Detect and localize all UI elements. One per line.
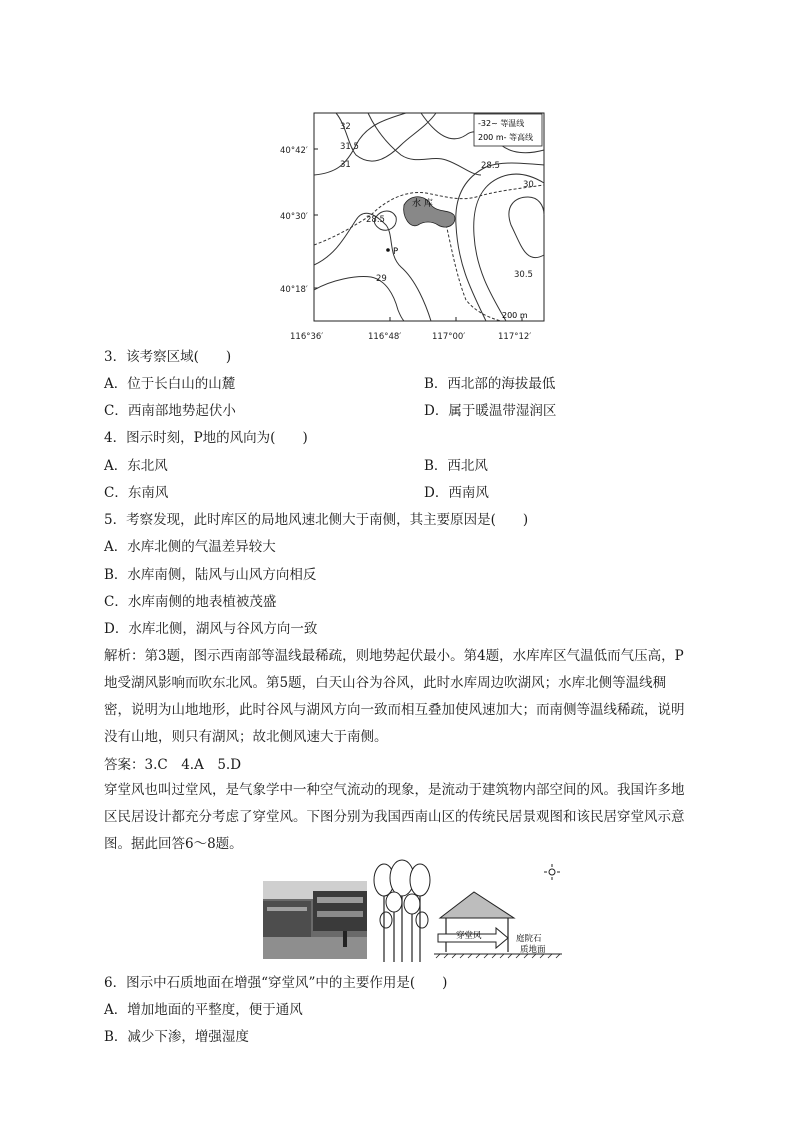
lat-label: 40°42′ bbox=[280, 146, 308, 156]
temp-label: 30 bbox=[523, 180, 534, 190]
question-3-option-a: A．位于长白山的山麓 bbox=[104, 376, 236, 392]
contour-map bbox=[276, 105, 546, 345]
ground-label-2: 质地面 bbox=[520, 945, 546, 955]
ground-label-1: 庭院石 bbox=[516, 934, 542, 944]
lat-label: 40°30′ bbox=[280, 212, 308, 222]
answer-line: 答案：3.C 4.A 5.D bbox=[104, 757, 242, 773]
question-3-option-d: D．属于暖温带湿润区 bbox=[424, 403, 557, 419]
point-p-label: P bbox=[393, 247, 399, 257]
trees-illustration bbox=[372, 858, 434, 962]
question-6-stem: 6．图示中石质地面在增强“穿堂风”中的主要作用是( ) bbox=[104, 975, 448, 991]
point-p-marker bbox=[386, 248, 390, 252]
question-5-option-a: A．水库北侧的气温差异较大 bbox=[104, 539, 276, 555]
question-6-option-b: B．减少下渗，增强湿度 bbox=[104, 1029, 249, 1045]
question-5-option-c: C．水库南侧的地表植被茂盛 bbox=[104, 594, 277, 610]
analysis-paragraph: 解析：第3题，图示西南部等温线最稀疏，则地势起伏最小。第4题，水库库区气温低而气压高，P地受湖风影响而吹东北风。第5题，白天山谷为谷风，此时水库周边吹湖风；水库北侧等温线稠密，说明为山地地形，此时谷风与湖风方向一致而相互叠加使风速加大；而南侧等温线稀疏，说明没有山地，则只有湖风；故北侧风速大于南侧。 bbox=[104, 648, 685, 745]
sun-icon bbox=[544, 864, 560, 880]
legend-isotherm: -32~ 等温线 bbox=[478, 119, 525, 128]
dwelling-photo bbox=[263, 881, 367, 959]
legend-contour: 200 m- 等高线 bbox=[478, 133, 534, 142]
question-6-option-a: A．增加地面的平整度，便于通风 bbox=[104, 1002, 303, 1018]
question-4-option-b: B．西北风 bbox=[424, 458, 488, 474]
temp-label: 32 bbox=[340, 122, 351, 132]
temp-label: 29 bbox=[376, 274, 387, 284]
question-5-option-d: D．水库北侧，湖风与谷风方向一致 bbox=[104, 621, 318, 637]
question-4-option-a: A．东北风 bbox=[104, 458, 168, 474]
temp-label: 31 bbox=[340, 160, 351, 170]
question-3-stem: 3．该考察区域( ) bbox=[104, 349, 232, 365]
temp-label: 28.5 bbox=[366, 215, 385, 225]
lon-label: 117°12′ bbox=[498, 332, 532, 342]
intro-paragraph: 穿堂风也叫过堂风，是气象学中一种空气流动的现象，是流动于建筑物内部空间的风。我国许多地区民居设计都充分考虑了穿堂风。下图分别为我国西南山区的传统民居景观图和该民居穿堂风示意图。据此回答6～8题。 bbox=[104, 782, 685, 852]
contour-label: 200 m bbox=[502, 311, 528, 320]
question-4-option-d: D．西南风 bbox=[424, 485, 489, 501]
wind-label: 穿堂风 bbox=[456, 931, 482, 941]
temp-label: 28.5 bbox=[481, 161, 500, 171]
temp-label: 30.5 bbox=[514, 270, 533, 280]
reservoir-label: 水 库 bbox=[412, 199, 433, 209]
lat-label: 40°18′ bbox=[280, 285, 308, 295]
question-3-option-b: B．西北部的海拔最低 bbox=[424, 376, 556, 392]
question-4-stem: 4．图示时刻，P地的风向为( ) bbox=[104, 430, 308, 446]
question-5-stem: 5．考察发现，此时库区的局地风速北侧大于南侧，其主要原因是( ) bbox=[104, 512, 529, 528]
lon-label: 116°36′ bbox=[290, 332, 324, 342]
temp-label: 31.5 bbox=[340, 142, 359, 152]
question-3-option-c: C．西南部地势起伏小 bbox=[104, 403, 236, 419]
question-5-option-b: B．水库南侧，陆风与山风方向相反 bbox=[104, 567, 317, 583]
lon-label: 116°48′ bbox=[368, 332, 402, 342]
lon-label: 117°00′ bbox=[432, 332, 466, 342]
question-4-option-c: C．东南风 bbox=[104, 485, 169, 501]
cross-ventilation-diagram bbox=[434, 862, 562, 964]
